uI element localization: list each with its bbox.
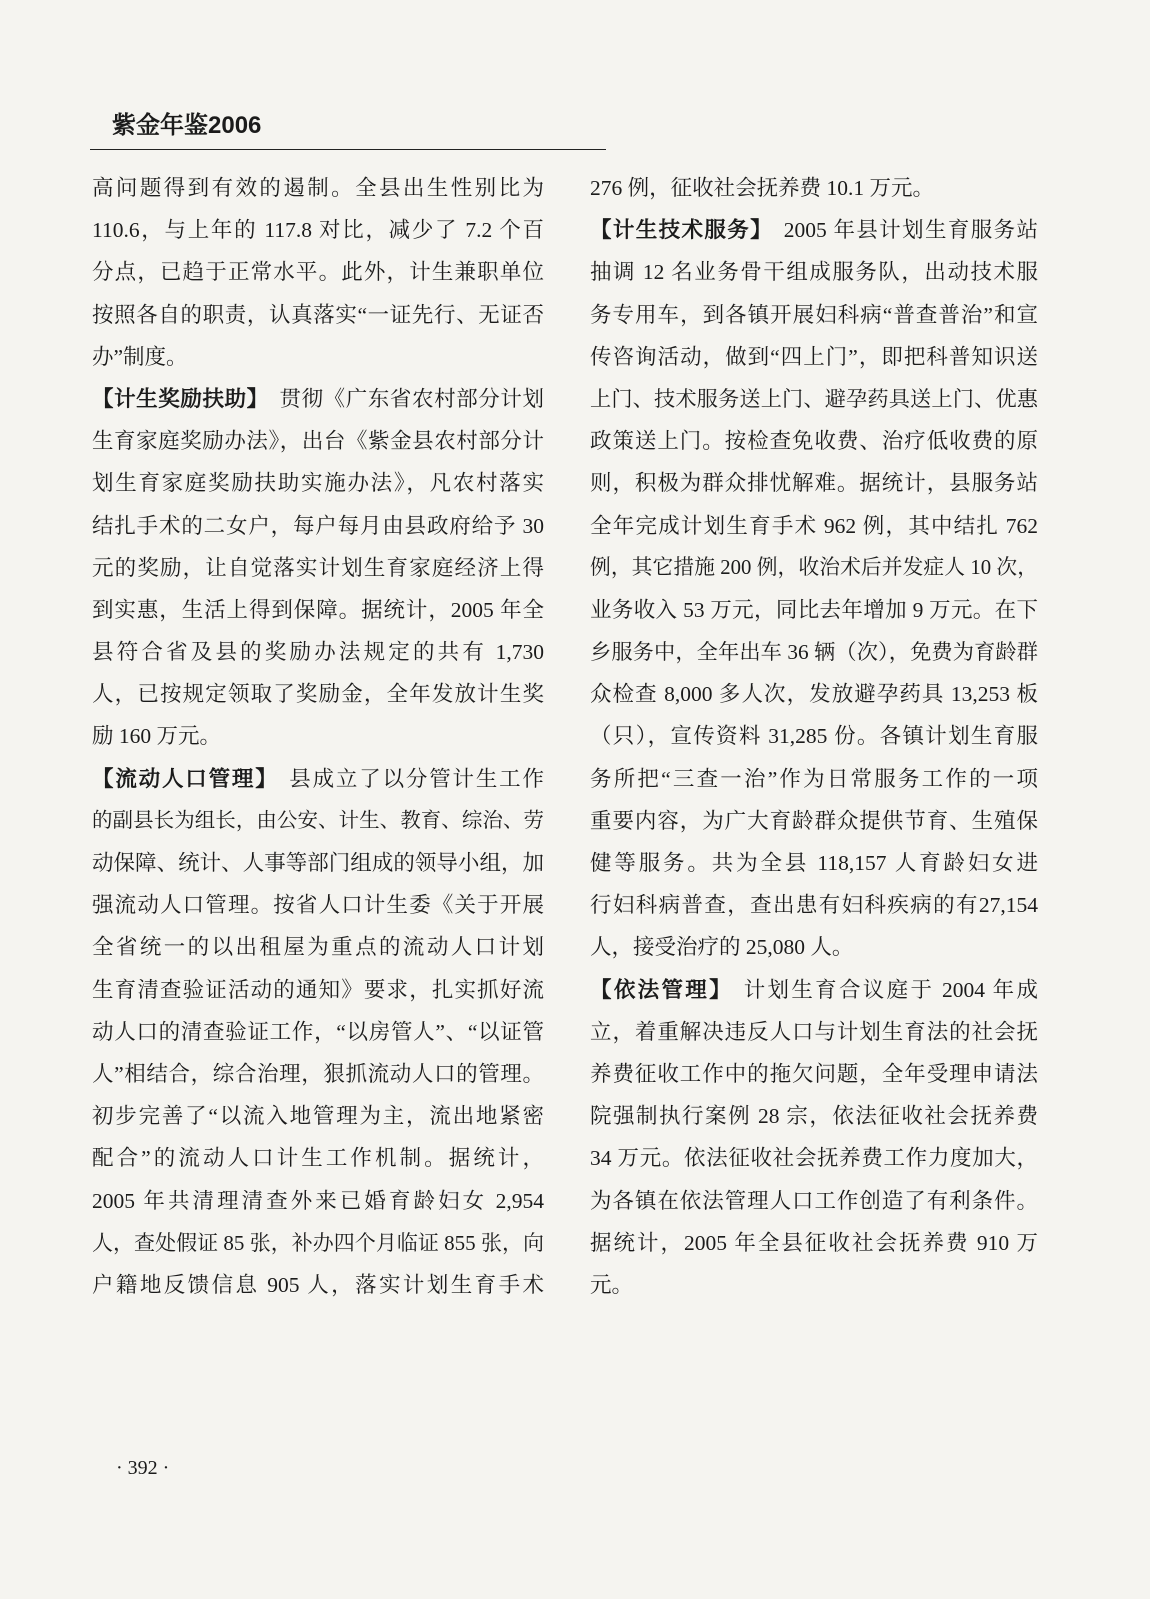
text-line: 人”相结合，综合治理，狠抓流动人口的管理。	[92, 1061, 544, 1086]
text-line: 生育家庭奖励办法》，出台《紫金县农村部分计	[92, 429, 544, 454]
text-line: 生育清查验证活动的通知》要求，扎实抓好流	[92, 977, 544, 1002]
section-heading: 【计生奖励扶助】	[92, 386, 269, 411]
text-line-body: 县成立了以分管计生工作	[289, 766, 544, 791]
text-line: 的副县长为组长，由公安、计生、教育、综治、劳	[92, 809, 544, 832]
text-line: 健等服务。共为全县 118,157 人育龄妇女进	[590, 851, 1038, 875]
text-line: 院强制执行案例 28 宗，依法征收社会抚养费	[590, 1104, 1038, 1129]
text-line: 行妇科病普查，查出患有妇科疾病的有27,154	[590, 893, 1038, 918]
text-line-body: 2005 年县计划生育服务站	[783, 218, 1038, 243]
text-line: 例，其它措施 200 例，收治术后并发症人 10 次，	[590, 556, 1038, 579]
text-line: 据统计，2005 年全县征收社会抚养费 910 万	[590, 1230, 1038, 1255]
text-line: 34 万元。依法征收社会抚养费工作力度加大，	[590, 1146, 1038, 1171]
text-line: 政策送上门。按检查免收费、治疗低收费的原	[590, 429, 1038, 454]
page-number: · 392 ·	[116, 1457, 170, 1479]
text-line: 励 160 万元。	[92, 724, 222, 749]
text-line: 全省统一的以出租屋为重点的流动人口计划	[92, 935, 544, 960]
text-line-body: 贯彻《广东省农村部分计划	[279, 386, 544, 411]
text-line: 人，接受治疗的 25,080 人。	[590, 935, 854, 960]
section-heading: 【计生技术服务】	[590, 218, 773, 243]
text-line: 人，查处假证 85 张，补办四个月临证 855 张，向	[92, 1230, 544, 1255]
text-line: 结扎手术的二女户，每户每月由县政府给予 30	[92, 513, 544, 538]
text-line: 分点，已趋于正常水平。此外，计生兼职单位	[92, 260, 544, 285]
text-line: 县符合省及县的奖励办法规定的共有 1,730	[92, 640, 544, 665]
text-line: 2005 年共清理清查外来已婚育龄妇女 2,954	[92, 1188, 544, 1213]
text-line: 高问题得到有效的遏制。全县出生性别比为	[92, 176, 544, 200]
text-line: 重要内容，为广大育龄群众提供节育、生殖保	[590, 808, 1038, 833]
text-line: 众检查 8,000 多人次，发放避孕药具 13,253 板	[590, 682, 1038, 707]
text-line: 抽调 12 名业务骨干组成服务队，出动技术服	[590, 260, 1038, 285]
section-heading: 【依法管理】	[590, 977, 733, 1002]
text-line: 动人口的清查验证工作，“以房管人”、“以证管	[92, 1019, 544, 1044]
text-line: 务所把“三查一治”作为日常服务工作的一项	[590, 766, 1038, 791]
text-line: 元的奖励，让自觉落实计划生育家庭经济上得	[92, 555, 544, 580]
text-line: 乡服务中，全年出车 36 辆（次），免费为育龄群	[590, 640, 1038, 665]
text-line: 全年完成计划生育手术 962 例，其中结扎 762	[590, 513, 1038, 538]
text-line: 按照各自的职责，认真落实“一证先行、无证否	[92, 302, 544, 327]
right-column	[590, 167, 1038, 1306]
text-line: 传咨询活动，做到“四上门”，即把科普知识送	[590, 344, 1038, 369]
text-line	[590, 209, 1038, 251]
text-line: 立，着重解决违反人口与计划生育法的社会抚	[590, 1019, 1038, 1044]
text-line: 养费征收工作中的拖欠问题，全年受理申请法	[590, 1061, 1038, 1086]
text-line: 办”制度。	[92, 344, 188, 369]
text-line: 人，已按规定领取了奖励金，全年发放计生奖	[92, 682, 544, 707]
text-line: 上门、技术服务送上门、避孕药具送上门、优惠	[590, 386, 1038, 411]
text-line: （只），宣传资料 31,285 份。各镇计划生育服	[590, 724, 1038, 749]
text-line: 初步完善了“以流入地管理为主，流出地紧密	[92, 1104, 544, 1129]
text-line	[92, 758, 544, 800]
text-line: 276 例，征收社会抚养费 10.1 万元。	[590, 176, 935, 200]
text-line: 业务收入 53 万元，同比去年增加 9 万元。在下	[590, 597, 1038, 622]
text-line: 110.6，与上年的 117.8 对比，减少了 7.2 个百	[92, 218, 544, 243]
text-line: 强流动人口管理。按省人口计生委《关于开展	[92, 893, 544, 918]
text-line: 配合”的流动人口计生工作机制。据统计，	[92, 1146, 544, 1171]
text-line: 到实惠，生活上得到保障。据统计，2005 年全	[92, 597, 544, 622]
text-line: 务专用车，到各镇开展妇科病“普查普治”和宣	[590, 302, 1038, 327]
text-line	[92, 378, 544, 420]
text-line: 为各镇在依法管理人口工作创造了有利条件。	[590, 1188, 1038, 1213]
text-line: 则，积极为群众排忧解难。据统计，县服务站	[590, 471, 1038, 496]
running-header: 紫金年鉴2006	[112, 112, 262, 139]
text-line	[590, 969, 1038, 1011]
header-rule	[90, 149, 606, 150]
text-line: 动保障、统计、人事等部门组成的领导小组，加	[92, 851, 544, 875]
text-line-body: 计划生育合议庭于 2004 年成	[743, 977, 1038, 1002]
text-line: 户籍地反馈信息 905 人，落实计划生育手术	[92, 1272, 544, 1297]
section-heading: 【流动人口管理】	[92, 766, 279, 791]
left-column	[92, 167, 544, 1306]
text-line: 划生育家庭奖励扶助实施办法》，凡农村落实	[92, 471, 544, 496]
text-line: 元。	[590, 1272, 634, 1297]
